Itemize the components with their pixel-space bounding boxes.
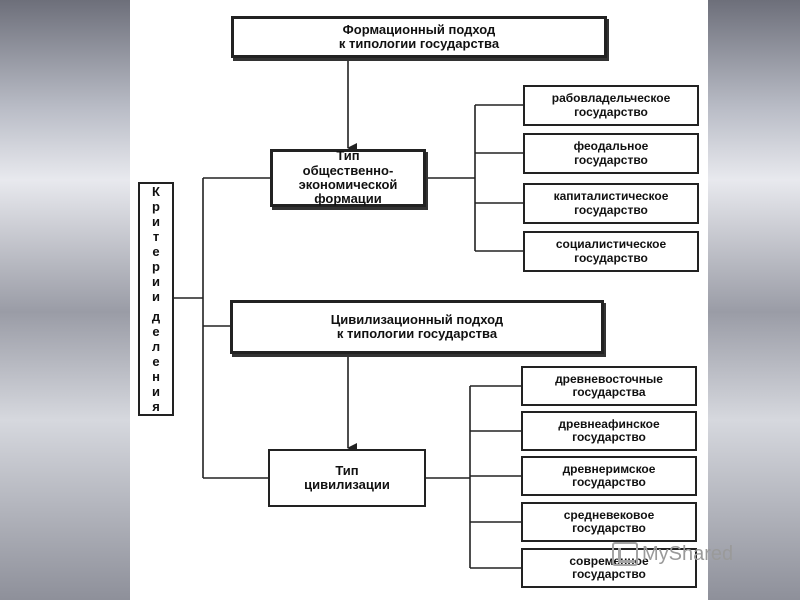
formation-approach-box: Формационный подход к типологии государства [231, 16, 607, 58]
civilization-type-box: Тип цивилизации [268, 449, 426, 507]
civ-item-medieval: средневековое государство [521, 502, 697, 542]
watermark-text: MyShared [642, 542, 734, 565]
criteria-box [138, 182, 174, 416]
formation-item-capitalist: капиталистическое государство [523, 183, 699, 224]
civ-item-modern: современное государство [521, 548, 697, 588]
civ-item-ancient-athenian: древнеафинское государство [521, 411, 697, 451]
civ-item-ancient-eastern: древневосточные государства [521, 366, 697, 406]
civilization-approach-box: Цивилизационный подход к типологии государства [230, 300, 604, 354]
myshared-watermark [612, 538, 772, 570]
formation-item-slaveholding: рабовладельческое государство [523, 85, 699, 126]
formation-type-box: Тип общественно- экономической формации [270, 149, 426, 207]
criteria-word-2: д е л е н и я [151, 309, 161, 414]
formation-item-socialist: социалистическое государство [523, 231, 699, 272]
formation-item-feudal: феодальное государство [523, 133, 699, 174]
criteria-word-1: К р и т е р и и [152, 184, 160, 304]
myshared-logo-icon [612, 542, 638, 566]
civ-item-ancient-roman: древнеримское государство [521, 456, 697, 496]
